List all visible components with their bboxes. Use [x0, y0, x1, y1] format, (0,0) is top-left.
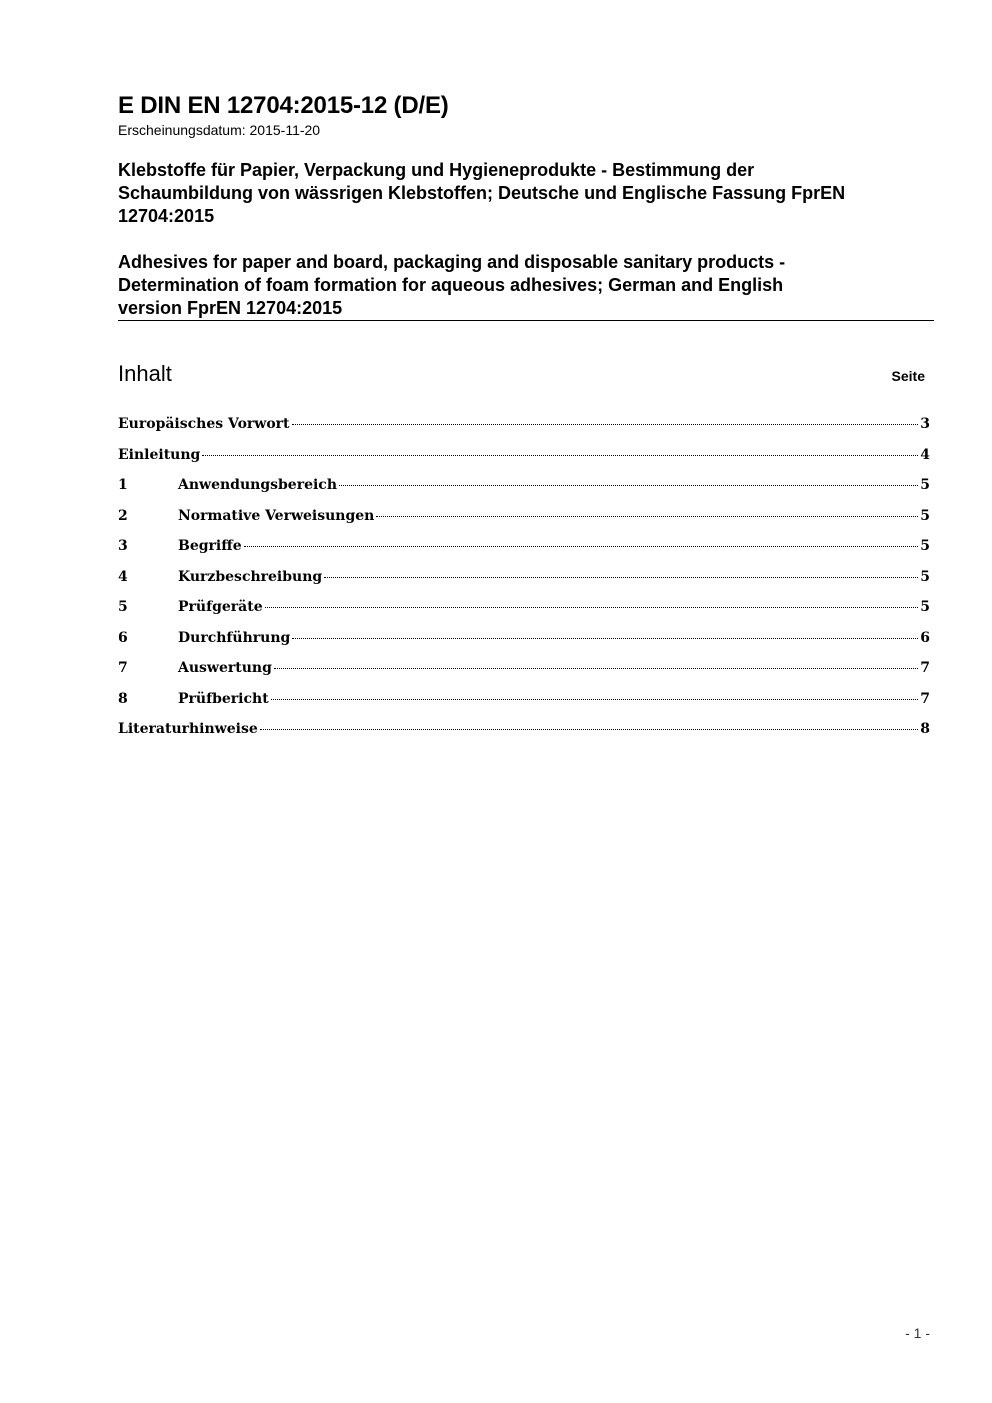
title-english-line: Determination of foam formation for aqueous adhesives; German and English	[118, 275, 784, 295]
page-number: - 1 -	[905, 1325, 930, 1341]
toc-dot-leader	[244, 546, 919, 547]
title-english-line: Adhesives for paper and board, packaging and disposable sanitary products -	[118, 252, 786, 272]
title-german-line: Schaumbildung von wässrigen Klebstoffen; Deutsche und Englische Fassung FprEN	[118, 183, 846, 203]
title-divider	[118, 320, 934, 321]
toc-dot-leader	[260, 729, 919, 730]
toc-entry[interactable]	[118, 569, 930, 600]
toc-entry[interactable]	[118, 721, 930, 752]
toc-entry-title: Kurzbeschreibung	[178, 568, 323, 585]
toc-entry-page: 6	[920, 629, 930, 646]
toc-entry-page: 5	[920, 507, 930, 524]
toc-entry[interactable]	[118, 508, 930, 539]
toc-heading: Inhalt	[118, 361, 172, 386]
toc-entry-page: 3	[920, 416, 930, 432]
toc-entry-title: Europäisches Vorwort	[118, 416, 290, 432]
toc-entry-number: 1	[118, 477, 128, 493]
toc-page-label: Seite	[891, 368, 925, 384]
toc-dot-leader	[202, 455, 918, 456]
toc-entry[interactable]	[118, 416, 930, 447]
title-german-line: Klebstoffe für Papier, Verpackung und Hygieneprodukte - Bestimmung der	[118, 160, 755, 180]
toc-dot-leader	[271, 699, 919, 700]
table-of-contents	[118, 416, 930, 752]
toc-entry-page: 5	[920, 477, 930, 493]
document-id: E DIN EN 12704:2015-12 (D/E)	[118, 92, 449, 119]
toc-entry-number: 8	[118, 690, 128, 707]
toc-entry-page: 8	[920, 721, 930, 737]
toc-dot-leader	[265, 607, 919, 608]
toc-entry-number: 2	[118, 507, 128, 524]
toc-entry-title: Prüfbericht	[178, 690, 269, 707]
title-german-line: 12704:2015	[118, 206, 215, 226]
toc-entry-title: Anwendungsbereich	[178, 477, 337, 493]
toc-dot-leader	[376, 516, 918, 517]
toc-entry[interactable]	[118, 447, 930, 478]
toc-entry-number: 3	[118, 538, 128, 554]
toc-entry-number: 4	[118, 568, 128, 585]
toc-entry-title: Einleitung	[118, 446, 201, 463]
toc-entry[interactable]	[118, 660, 930, 691]
toc-entry-page: 5	[920, 599, 930, 615]
toc-dot-leader	[292, 424, 919, 425]
toc-dot-leader	[339, 485, 918, 486]
toc-dot-leader	[292, 638, 918, 639]
toc-entry[interactable]	[118, 630, 930, 661]
toc-entry-title: Begriffe	[178, 538, 242, 554]
toc-entry[interactable]	[118, 538, 930, 569]
toc-entry[interactable]	[118, 691, 930, 722]
toc-entry-page: 5	[920, 568, 930, 585]
toc-entry-number: 5	[118, 599, 128, 615]
title-english	[118, 251, 938, 320]
toc-entry-page: 7	[920, 660, 930, 676]
publication-date: Erscheinungsdatum: 2015-11-20	[118, 122, 321, 138]
title-german	[118, 159, 938, 228]
toc-entry-number: 6	[118, 629, 128, 646]
toc-entry-number: 7	[118, 660, 128, 676]
toc-entry-title: Literaturhinweise	[118, 721, 258, 737]
toc-entry[interactable]	[118, 477, 930, 508]
title-english-line: version FprEN 12704:2015	[118, 298, 343, 318]
toc-entry-page: 4	[920, 446, 930, 463]
toc-entry-title: Auswertung	[178, 660, 272, 676]
toc-dot-leader	[324, 577, 918, 578]
toc-entry-title: Normative Verweisungen	[178, 507, 375, 524]
toc-dot-leader	[274, 668, 918, 669]
toc-entry-title: Prüfgeräte	[178, 599, 263, 615]
toc-entry[interactable]	[118, 599, 930, 630]
toc-entry-page: 7	[920, 690, 930, 707]
toc-entry-title: Durchführung	[178, 629, 291, 646]
toc-entry-page: 5	[920, 538, 930, 554]
